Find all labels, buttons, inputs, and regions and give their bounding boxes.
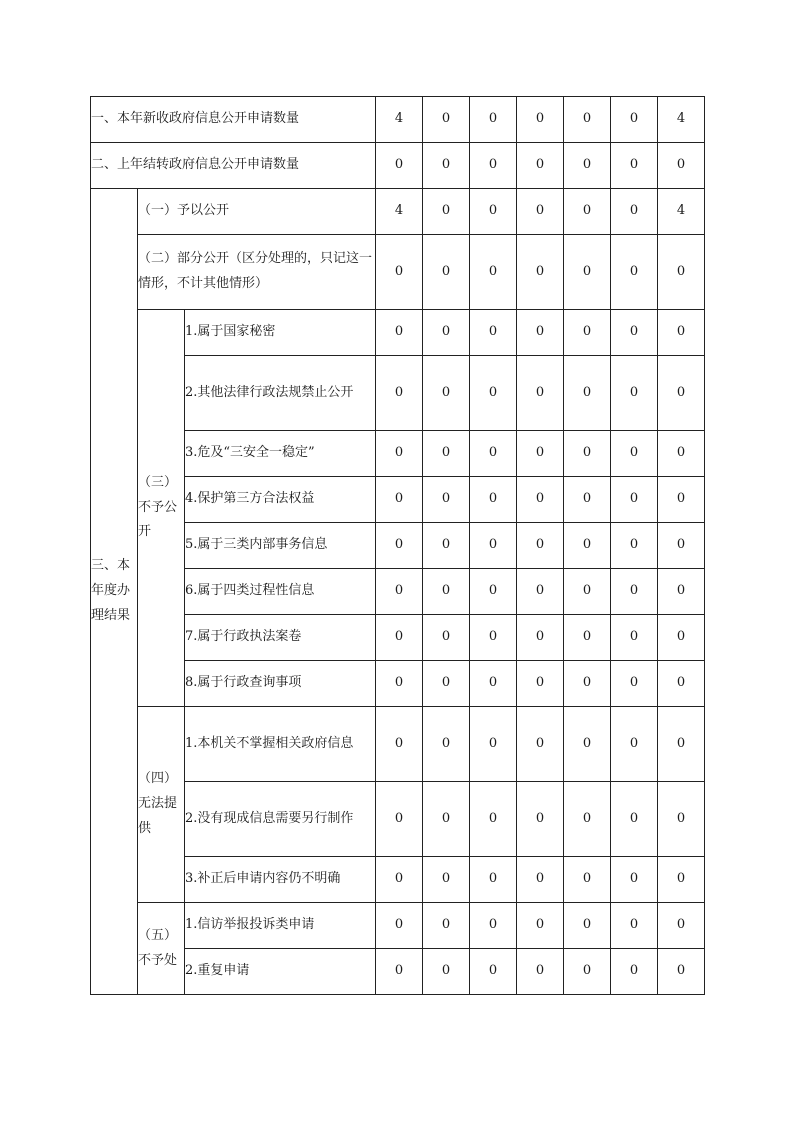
- table-row: [91, 235, 705, 310]
- count-cell: 0: [658, 523, 705, 569]
- count-cell: 0: [470, 782, 517, 857]
- count-cell: 0: [517, 903, 564, 949]
- count-cell: 0: [611, 523, 658, 569]
- row-label-subcategory: 4.保护第三方合法权益: [185, 477, 376, 523]
- row-label-partially-disclosed: （二）部分公开（区分处理的，只记这一情形，不计其他情形）: [138, 235, 376, 310]
- count-cell: 0: [564, 477, 611, 523]
- count-cell: 0: [470, 477, 517, 523]
- table-row: [91, 310, 705, 356]
- count-cell: 0: [423, 782, 470, 857]
- count-cell: 0: [611, 707, 658, 782]
- count-cell: 0: [658, 235, 705, 310]
- count-cell: 0: [470, 661, 517, 707]
- row-label-subcategory: 1.信访举报投诉类申请: [185, 903, 376, 949]
- count-cell: 0: [564, 523, 611, 569]
- count-cell: 0: [517, 857, 564, 903]
- count-cell: 0: [470, 857, 517, 903]
- count-cell: 0: [376, 707, 423, 782]
- count-cell: 0: [517, 431, 564, 477]
- count-cell: 0: [517, 569, 564, 615]
- count-cell: 0: [423, 431, 470, 477]
- count-cell: 0: [517, 523, 564, 569]
- count-cell: 0: [376, 477, 423, 523]
- count-cell: 0: [658, 661, 705, 707]
- count-cell: 0: [611, 661, 658, 707]
- count-cell: 4: [658, 97, 705, 143]
- disclosure-statistics-table: [90, 96, 705, 995]
- count-cell: 0: [517, 310, 564, 356]
- count-cell: 0: [611, 235, 658, 310]
- count-cell: 0: [658, 431, 705, 477]
- count-cell: 0: [564, 949, 611, 995]
- count-cell: 0: [423, 615, 470, 661]
- count-cell: 0: [611, 310, 658, 356]
- table-row: [91, 97, 705, 143]
- count-cell: 0: [376, 615, 423, 661]
- count-cell: 0: [611, 189, 658, 235]
- count-cell: 0: [376, 523, 423, 569]
- row-label-subcategory: 5.属于三类内部事务信息: [185, 523, 376, 569]
- row-label-subcategory: 2.其他法律行政法规禁止公开: [185, 356, 376, 431]
- count-cell: 0: [564, 310, 611, 356]
- count-cell: 0: [376, 431, 423, 477]
- count-cell: 0: [423, 97, 470, 143]
- count-cell: 0: [517, 707, 564, 782]
- count-cell: 0: [611, 857, 658, 903]
- count-cell: 0: [517, 356, 564, 431]
- count-cell: 0: [376, 356, 423, 431]
- count-cell: 0: [564, 615, 611, 661]
- count-cell: 0: [470, 97, 517, 143]
- count-cell: 0: [517, 782, 564, 857]
- count-cell: 0: [517, 477, 564, 523]
- count-cell: 0: [517, 235, 564, 310]
- count-cell: 0: [564, 143, 611, 189]
- count-cell: 0: [611, 949, 658, 995]
- count-cell: 0: [423, 569, 470, 615]
- count-cell: 0: [517, 615, 564, 661]
- row-label-subcategory: 8.属于行政查询事项: [185, 661, 376, 707]
- count-cell: 0: [564, 857, 611, 903]
- count-cell: 0: [423, 857, 470, 903]
- count-cell: 0: [564, 707, 611, 782]
- count-cell: 0: [376, 782, 423, 857]
- count-cell: 4: [658, 189, 705, 235]
- count-cell: 0: [611, 97, 658, 143]
- count-cell: 0: [611, 143, 658, 189]
- count-cell: 0: [470, 569, 517, 615]
- row-label-carried-over-applications: 二、上年结转政府信息公开申请数量: [91, 143, 376, 189]
- count-cell: 0: [658, 903, 705, 949]
- count-cell: 0: [423, 523, 470, 569]
- count-cell: 0: [470, 189, 517, 235]
- count-cell: 4: [376, 97, 423, 143]
- count-cell: 0: [423, 477, 470, 523]
- count-cell: 0: [564, 903, 611, 949]
- count-cell: 0: [423, 189, 470, 235]
- row-label-subcategory: 3.补正后申请内容仍不明确: [185, 857, 376, 903]
- count-cell: 0: [470, 310, 517, 356]
- count-cell: 0: [658, 615, 705, 661]
- count-cell: 0: [564, 189, 611, 235]
- count-cell: 0: [423, 949, 470, 995]
- row-label-fully-disclosed: （一）予以公开: [138, 189, 376, 235]
- count-cell: 0: [611, 431, 658, 477]
- count-cell: 0: [564, 782, 611, 857]
- count-cell: 0: [423, 310, 470, 356]
- count-cell: 0: [376, 143, 423, 189]
- count-cell: 0: [564, 431, 611, 477]
- count-cell: 0: [423, 356, 470, 431]
- count-cell: 0: [658, 356, 705, 431]
- count-cell: 0: [470, 235, 517, 310]
- count-cell: 0: [658, 707, 705, 782]
- table-row: [91, 903, 705, 949]
- group-label-not-processed: （五）不予处: [138, 903, 185, 995]
- count-cell: 0: [658, 782, 705, 857]
- row-label-subcategory: 6.属于四类过程性信息: [185, 569, 376, 615]
- count-cell: 0: [376, 235, 423, 310]
- count-cell: 0: [376, 661, 423, 707]
- row-label-subcategory: 2.重复申请: [185, 949, 376, 995]
- count-cell: 0: [470, 949, 517, 995]
- count-cell: 0: [611, 356, 658, 431]
- count-cell: 0: [517, 97, 564, 143]
- count-cell: 0: [658, 569, 705, 615]
- count-cell: 0: [564, 569, 611, 615]
- count-cell: 0: [423, 143, 470, 189]
- count-cell: 4: [376, 189, 423, 235]
- count-cell: 0: [470, 523, 517, 569]
- count-cell: 0: [517, 949, 564, 995]
- count-cell: 0: [658, 949, 705, 995]
- table-row: [91, 707, 705, 782]
- count-cell: 0: [611, 615, 658, 661]
- count-cell: 0: [611, 903, 658, 949]
- count-cell: 0: [376, 569, 423, 615]
- count-cell: 0: [564, 661, 611, 707]
- group-label-unable-to-provide: （四）无法提供: [138, 707, 185, 903]
- count-cell: 0: [611, 782, 658, 857]
- count-cell: 0: [517, 189, 564, 235]
- count-cell: 0: [658, 143, 705, 189]
- row-label-subcategory: 7.属于行政执法案卷: [185, 615, 376, 661]
- count-cell: 0: [423, 903, 470, 949]
- count-cell: 0: [470, 615, 517, 661]
- count-cell: 0: [564, 235, 611, 310]
- count-cell: 0: [423, 235, 470, 310]
- table-row: [91, 143, 705, 189]
- row-label-subcategory: 1.属于国家秘密: [185, 310, 376, 356]
- count-cell: 0: [611, 569, 658, 615]
- count-cell: 0: [470, 431, 517, 477]
- count-cell: 0: [470, 903, 517, 949]
- count-cell: 0: [517, 661, 564, 707]
- row-label-subcategory: 1.本机关不掌握相关政府信息: [185, 707, 376, 782]
- count-cell: 0: [470, 356, 517, 431]
- count-cell: 0: [658, 477, 705, 523]
- count-cell: 0: [423, 661, 470, 707]
- count-cell: 0: [517, 143, 564, 189]
- count-cell: 0: [376, 857, 423, 903]
- count-cell: 0: [470, 707, 517, 782]
- count-cell: 0: [611, 477, 658, 523]
- row-label-subcategory: 3.危及“三安全一稳定”: [185, 431, 376, 477]
- count-cell: 0: [658, 310, 705, 356]
- count-cell: 0: [564, 356, 611, 431]
- count-cell: 0: [376, 903, 423, 949]
- count-cell: 0: [470, 143, 517, 189]
- row-label-subcategory: 2.没有现成信息需要另行制作: [185, 782, 376, 857]
- count-cell: 0: [658, 857, 705, 903]
- row-label-new-applications: 一、本年新收政府信息公开申请数量: [91, 97, 376, 143]
- count-cell: 0: [376, 949, 423, 995]
- count-cell: 0: [376, 310, 423, 356]
- table-row: [91, 189, 705, 235]
- section-label-processing-results: 三、本年度办理结果: [91, 189, 138, 995]
- group-label-not-disclosed: （三）不予公开: [138, 310, 185, 707]
- count-cell: 0: [423, 707, 470, 782]
- count-cell: 0: [564, 97, 611, 143]
